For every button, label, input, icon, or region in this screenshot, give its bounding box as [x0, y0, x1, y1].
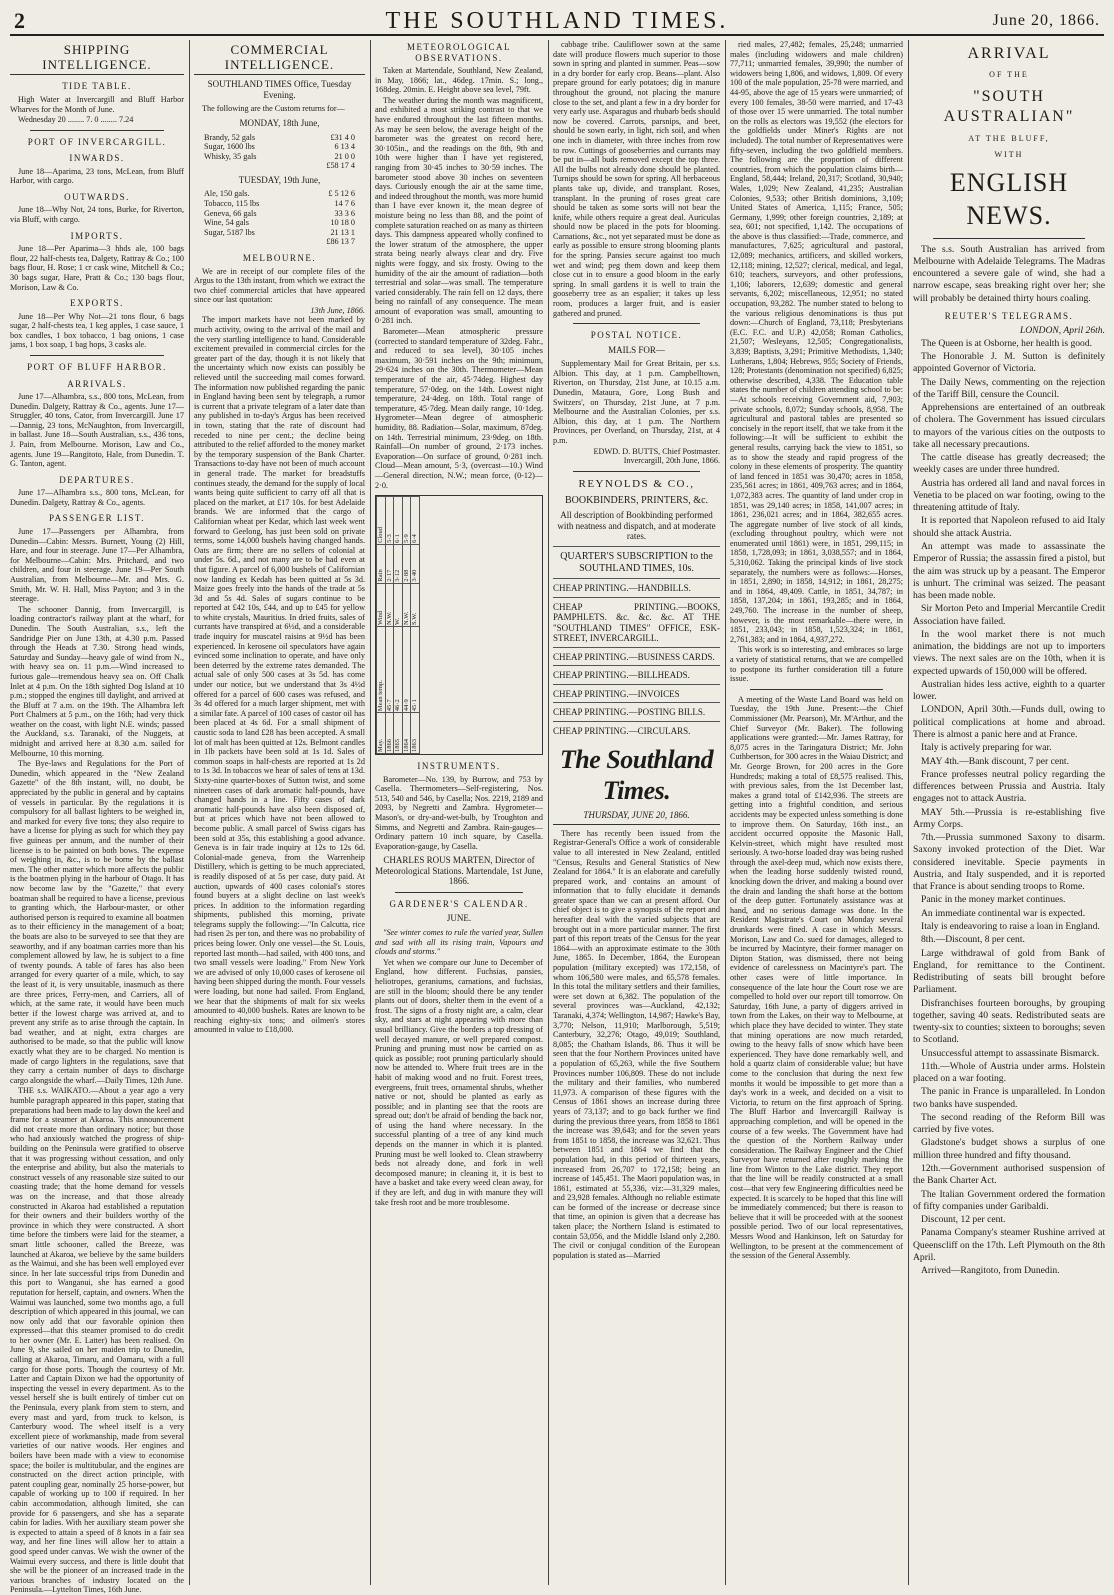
custom-row [204, 199, 355, 209]
custom-row [204, 218, 355, 228]
article-text: cabbage tribe. Cauliflower sown at the same date will produce flowers much superior to those sown in spring and planted in summer. Peas—sow in a dry border for early crop. Beans—plant. Also prepare ground for early potatoes; dig in manure throughout the ground, not placing the manure close to the set, and plant a few in a dry border for very early use. Asparagus and rhubarb beds should now be covered. Carrots, parsnips, and beet, should be sown early, in light, rich soil, and when one inch in diameter, with three inches from row to row. Cuttings of gooseberries and currants may be put in—all buds removed except the top three. All the bulbs not already done should be planted. Turnips should be sown for spring. All herbaceous plants take up, divide, and transplant. Roses, transplant. In the pruning of roses great care should be taken as some sorts will not bear the knife, while others require a great deal. Auriculas should now be placed in the pots for blooming. Carnations, &c., not yet separated must be done as early as possible to ensure strong blooming plants for the spring. Pansies secure against too much wet and wind; peg them down and keep them close cut in to ensure a good bloom in the early spring. In small gardens it is well to train the gooseberry tree as an espalier; it takes up less room, produces a larger fruit, and is easier gathered and pruned. [553, 40, 720, 318]
custom-item: Tobacco, 115 lbs [204, 199, 260, 209]
news-item: Panama Company's steamer Rushine arrived at Queenscliff on the 17th. Left Plymouth on the 8th April. [913, 1227, 1105, 1263]
meteo-signature: CHARLES ROUS MARTEN, Director of Meteorological Stations. Martendale, 1st June, 1866. [375, 855, 543, 887]
divider [573, 471, 700, 472]
london-dateline: LONDON, April 26th. [1019, 325, 1105, 337]
custom-intro: The following are the Custom returns for— [202, 104, 345, 114]
custom-amount: £58 17 4 [326, 161, 355, 171]
article-text: A meeting of the Waste Land Board was held on Tuesday, the 19th June. Present:—the Chief Commissioner (Mr. Pearson), Mr. M'Arthur, and the Chief Surveyor (Mr. Baker). The following applications were granted:—Mr. James Rattray, for 8,075 acres in the Taringatura District; Mr. John Cuthbertson, for 300 acres in the Waiau District; and Mr. George Brown, for 200 acres in the Gore Hundreds; making a total of £8,575 realised. This, with previous sales, from the 1st December last, makes a grand total of £142,936. The streets are getting into a frightful condition, and serious accidents may be expected unless something is done to improve them. On Saturday, 16th inst., an accident occurred opposite the Masonic Hall, Kelvin-street, which might have resulted most seriously. A two-horse loaded dray was being rushed through the axel-deep mud, which now exists there, when the leading horse suddenly twisted round, knocking down the driver, and making a bound over the drain and landing the shaft horse at the bottom of the deep gutter. Fortunately assistance was at hand, and no serious damage was done. In the Resident Magistrate's Court on Monday several drunkards were fined. A case in which Messrs. Morison, Law and Co. sued for damages, alleged to be incurred by Macintyre, their former manager on Dipton Station, was dismissed, there not being evidence of carelessness on Macintyre's part. The other cases were of little importance. In consequence of the late hour the Court rose we are compelled to hold over our report till tomorrow. On Saturday, 16th June, a party of diggers arrived in town from the Lakes, on their way to Melbourne, at which place they have decided to winter. They state that mining operations are now much retarded, owing to the heavy falls of snow which have been experienced. They have done remarkably well, and hold a quartz claim of considerable value; but have come to the conclusion that during the next few months it would be impossible to get more than a day's work in a week, and decided on a visit to Victoria, to return on the first approach of Spring. The Bluff Harbor and Invercargill Railway is approaching completion, and will be opened in the course of a few weeks. The Government have had the question of the Northern Railway under consideration. The Railway Engineer and the Chief Surveyor have returned after roughly marking the line from Winton to the Lake district. They report that the line will be readily constructed at a small cost—that very few Engineering difficulties need be expected. It is scarcely to be hoped that this line will be immediately commenced; but there is reason to believe that it will be proceeded with at the soonest possible period. Two of our local representatives, Messrs Wood and Hankinson, left on Saturday for Wellington, to be present at the commencement of the session of the General Assembly. [730, 694, 903, 1261]
melbourne-date: 13th June, 1866. [310, 305, 365, 315]
custom-amount: £ 5 12 6 [328, 189, 355, 199]
column-shipping [10, 40, 184, 1595]
news-item: The Italian Government ordered the formation of fifty companies under Garibaldi. [913, 1188, 1105, 1212]
imports-text: June 18—Per Aparima—3 hhds ale, 100 bags flour, 22 half-chests tea, Dalgety, Rattray & Co.; 100 bags flour, H. Rose; 1 cr cask wine, Mitchell & Co.; 30 bags sugar, Hare, Pratt & Co.; 130 bags flour, Morison, Law & Co. [10, 244, 184, 292]
news-intro: The s.s. South Australian has arrived from Melbourne with Adelaide Telegrams. The Madras encountered a severe gale of wind, she had a narrow escape, seas breaking right over her; she will probably be detained thirty hours coaling. [913, 243, 1105, 304]
news-item: Austria has ordered all land and naval forces in Venetia to be placed on war footing, owing to the threatening attitude of Italy. [913, 477, 1105, 514]
news-item: Apprehensions are entertained of an outbreak of cholera. The Government has issued circulars to mayors of the various cities on the outposts to take all necessary precautions. [913, 402, 1105, 450]
port-heading: PORT OF BLUFF HARBOR. [27, 362, 167, 372]
news-item: 11th.—Whole of Austria under arms. Holstein placed on a war footing. [913, 1060, 1105, 1085]
news-item: MAY 4th.—Bank discount, 7 per cent. [921, 755, 1069, 767]
section-heading-commercial: COMMERCIAL INTELLIGENCE. [194, 42, 365, 75]
custom-amount: 21 13 1 [330, 227, 355, 237]
custom-item: Ale, 150 gals. [204, 189, 250, 199]
article-text: This work is so interesting, and embraces so large a variety of statistical returns, that we are compelled to postpone its further consideration till a future issue. [730, 645, 903, 684]
masthead [10, 8, 1104, 36]
cheap-printing-list [553, 578, 720, 739]
imports-heading: IMPORTS. [70, 230, 124, 241]
divider [30, 355, 164, 356]
column-meteorological [375, 40, 543, 1588]
news-item: Large withdrawal of gold from Bank of England, for remittance to the Continent. Redistributing of seats bill brought before Parliament. [913, 947, 1105, 996]
custom-table [194, 133, 365, 171]
tide-heading: TIDE TABLE. [62, 81, 132, 92]
news-item: In the wool market there is not much animation, the biddings are not up to importers views. The next sales are on the 10th, when it is expected upwards of 150,000 will be offered. [913, 628, 1105, 677]
custom-row [204, 228, 355, 238]
section-heading-meteorological: METEOROLOGICAL OBSERVATIONS. [407, 42, 511, 63]
column-rule [189, 40, 190, 1585]
instruments-heading: INSTRUMENTS. [417, 761, 501, 772]
column-notices [553, 40, 720, 1588]
port-heading: PORT OF INVERCARGILL. [27, 136, 167, 147]
custom-row [204, 133, 355, 143]
garden-heading: GARDENER'S CALENDAR. [389, 898, 529, 909]
news-item: MAY 5th.—Prussia is re-establishing five Army Corps. [913, 806, 1105, 830]
postal-text: Supplementary Mail for Great Britain, per s.s. Albion. This day, at 1 p.m. Campbelltown, Riverton, on Thursday, 21st June, at 10.15 a.m. Dunedin, Mataura, Gore, Long Bush and Switzers', on Thursday, 21st June, at 7 p.m. Melbourne and the Australian Colonies, per s.s. Albion, this day, at 1 p.m. The Northern Provinces, per Overland, on Thursday, 21st, at 4 p.m. [553, 359, 720, 445]
news-item: The Daily News, commenting on the rejection of the Tariff Bill, censure the Council. [913, 376, 1105, 400]
news-item: Discount, 12 per cent. [921, 1214, 1006, 1226]
cheap-printing-ad: CHEAP PRINTING.—BILLHEADS. [553, 665, 720, 684]
outwards-text: June 18—Why Not, 24 tons, Burke, for Riverton, via Bluff, with cargo. [10, 205, 184, 225]
custom-amount: 21 0 0 [334, 151, 355, 161]
with-line: WITH [994, 149, 1024, 159]
custom-item: Geneva, 66 gals [204, 208, 257, 218]
custom-date: TUESDAY, 19th June, [238, 174, 321, 185]
news-item: 7th.—Prussia summoned Saxony to disarm. Saxony invoked protection of the Diet. War considered inevitable. Specie payments in Austria, and Italy suspended, and it is reported that France is about sending troops to Rome. [913, 832, 1105, 893]
custom-row [204, 152, 355, 162]
postal-heading: POSTAL NOTICE. [590, 330, 683, 341]
news-item: Panic in the money market continues. [921, 894, 1066, 906]
divider [395, 892, 523, 893]
postal-signature: EDWD. D. BUTTS, Chief Postmaster. Invercargill, 20th June, 1866. [593, 446, 720, 466]
inwards-text: June 18—Aparima, 23 tons, McLean, from Bluff Harbor, with cargo. [10, 166, 184, 186]
custom-item: Sugar, 1600 lbs [204, 142, 255, 152]
custom-amount: £86 13 7 [326, 237, 355, 247]
page-number: 2 [14, 8, 25, 33]
news-item: Gladstone's budget shows a surplus of one million three hundred and fifty thousand. [913, 1137, 1105, 1161]
column-english-news [913, 40, 1105, 1588]
paper-title: THE SOUTHLAND TIMES. [385, 8, 729, 34]
divider [933, 238, 1085, 239]
cheap-printing-ad: CHEAP PRINTING.—CIRCULARS. [553, 721, 720, 740]
cheap-printing-ad: CHEAP PRINTING.—BUSINESS CARDS. [553, 647, 720, 666]
reynolds-line: BOOKBINDERS, PRINTERS, &c. [564, 494, 709, 506]
article-text: There has recently been issued from the Registrar-General's Office a work of considerable value to all interested in New Zealand, entitled "Census, Results and General Statistics of New Zealand for 1864." It is an elaborate and carefully prepared work, and contains an amount of information that to fully elucidate it demands greater space than we can at present afford. Our chief object is to give a synopsis of the report and hereafter deal with the varied subjects that are brought out in a more particular manner. The first part of this report treats of the Census for the year 1864—with an approximate estimate to the 30th June, 1865. In December, 1864, the European population (military excepted) was 172,158, of whom 106,580 were males, and 65,578 females. In this total the military settlers and their families, were set down at 6,382. The population of the several provinces was—Auckland, 42,132; Taranaki, 4,374; Wellington, 14,987; Hawke's Bay, 3,770; Nelson, 11,910; Marlborough, 5,519; Canterbury, 32,276; Otago, 49,019; Southland, 8,085; the Chatham Islands, 86. Thus it will be seen that the four Northern Provinces united have a population of 65,263, while the five Southern Provinces number 106,809. These do not include the military and their families, who numbered 11,973. A comparison of these figures with the Census of 1861 shows an increase during three years of 73,137; and to go back further we find during the previous three years, from 1858 to 1861 the increase was 39,643; and for the seven years from 1851 to 1858, the increase was 32,621. Thus between 1851 and 1864 we find that the population had, in this period of thirteen years, increased from 26,707 to 172,158; being an increase of 145,451. The Maori population was, in 1861, estimated at 55,336, viz:—31,329 males, and 23,928 females. Although no reliable estimate can be formed of the increase or decrease since that time, an opinion is given that a decrease has taken place; the Northern Island is estimated to contain 53,056, and the Middle Island only 2,280. The civil or conjugal condition of the European population is stated as—Married [553, 828, 720, 1260]
column-rule [548, 40, 549, 1585]
column-census [730, 40, 903, 1588]
custom-row [204, 189, 355, 199]
subscription-notice: QUARTER'S SUBSCRIPTION to the SOUTHLAND TIMES, 10s. [553, 546, 720, 574]
news-item: Disfranchises fourteen boroughs, by grouping together, saving 40 seats. Redistributed seats are twenty-six to counties; sixteen to boroughs; seven to Scotland. [913, 997, 1105, 1046]
news-item: Sir Morton Peto and Imperial Mercantile Credit Association have failed. [913, 603, 1105, 627]
cheap-printing-ad: CHEAP PRINTING.—POSTING BILLS. [553, 702, 720, 721]
column-rule [725, 40, 726, 1585]
inwards-heading: INWARDS. [69, 153, 125, 164]
article-text: THE s.s. WAIKATO.—About a year ago a very humble paragraph appeared in this paper, stating that preparations had been made to lay down the keel and frame for a steamer at Akaroa. This announcement did not create more than ordinary notice; but those who had anxiously watched the progress of ship-building on the Peninsula were gratified to observe that it was progressing without cessation, and only the enterprise and ability, but also the materials to construct vessels of any reasonable size suited to our coasting trade; that the home demand for vessels was on the increase, and that those already constructed in Akaroa had established a reputation for their owners and their builders worthy of the province in which they were constructed. A short time before the timbers were laid for the steamer, a smart little schooner, called the Breeze, was launched at Akaroa, we believe by the same builders as the Waimui, and she has been well employed ever since. In her late successful trips from Dunedin and this port to Wanganui, she has earned a good reputation for herself, captain, and owners. When the Waimui was launched, some two months ago, a full description of which appeared in this journal, we can now only add that our favorable opinion then expressed—that this steamer promised to do credit to her owner (Mr. E. Latter) has been realised. On June 9, she sailed on her maiden trip to Dunedin, calling at Akaroa, Timaru, and Oamaru, with a full cargo for those ports. Though the courtesy of Mr. Latter and Captain Dixon we had the opportunity of inspecting the vessel in every department. As to the vessel herself she is built entirely of timber cut on the Peninsula, every plank from stem to stern, and every mast and yard, from truck to kelson, is Canterbury wood. The wheel itself is a very excellent piece of workmanship, made from several varieties of our native woods. Her engines and boilers have been made with a view to economise space; the boiler is multitubular, and the engines are constructed on the direct action principle, with patent coupling gear, nominally 25 horse-power, but capable of working up to 100 if required. In her cabin accommodation, although limited, she can provide for 6 passengers, and she has a separate cabin for ladies. With her auxiliary steam power she is expected to attain a speed of 8 knots in a fair sea way, and her fine lines will allow her to attain a good speed under canvas. We wish the owner of the Waimui every success, and there is little doubt that she will be the pioneer of an increased trade in the various branches of industry located on the Peninsula.—Lyttelton Times, 16th June. [10, 1086, 184, 1595]
custom-item: Sugar, 5187 lbs [204, 227, 255, 237]
passenger-heading: PASSENGER LIST. [48, 513, 146, 524]
english-news-heading: ENGLISH NEWS. [949, 168, 1069, 231]
article-text: Yet when we compare our June to December of England, how different. Fuchsias, pansies, heliotropes, geraniums, carnations, and fuchsias, are still in the bloom; should there be any tender plants out of doors, shelter them in the event of a frost. The signs of a frosty night are, a calm, clear sky, and stars at night appearing with more than usual brilliancy. Give the borders a top dressing of well decayed manure, or well prepared compost. Pruning and pruning must now be carried on as quick as possible; root pruning particularly should now be attended to. Where fruit trees are in the habit of making wood and no fruit. Forest trees, evergreens, fruit trees, ornamental shrubs, whether native or not, should be planted as early as possible; and in planting see that the roots are spread out; don't be afraid of bending the back nor, of using the hand where necessary. In the successful planting of a tree of any kind much depends on the manner in which it is planted. Pruning must be well looked to. Clean strawberry beds not already done, and fork in well decomposed manure; in cleaning it, it is best to have a basket and take every weed clean away, for if they are left, and dug in with manure they will take fresh root and be more troublesome. [375, 957, 543, 1207]
article-text: The Bye-laws and Regulations for the Port of Dunedin, which appeared in the "New Zealand Gazette" of the 8th instant, will, no doubt, be appreciated by the public in general and by captains of vessels in particular. By the regulations it is compulsory for all ballast lighters to be weighed in, and marked for every five tons; they also require to have a license for plying as such for which they pay five guineas per annum, and the number of their license is to be painted on both bows. The expense of weighing in, &c., is to be borne by the ballast men. The other matter which more affects the public is the boatmen plying in the harbour of Otago. It has now become law by the "Gazette," that every boatman shall be required to have a license, previous to granting which, the Harbour-master, or other authorised person is required to examine all boatmen as to their efficiency in the management of a boat; the boats are also to be surveyed to see that they are seaworthy, and if any boatman carries more than his complement allowed by law, he is subject to a fine of twenty pounds. A table of fares has also been arranged for every quarter of a mile, which, to say the least of it, is very unsuitable, inasmuch as there are three prices, Ferry-men, and Carriers, all of which, at the same rate, it would have been much better if the lowest charge was arrived at, and to prevent any strife as to arise through the captain. In bad weather, and at night, extra charges are authorised to be made, so that the public will know exactly what they are to be charged. No mention is made of cargo lighters in the regulations, save that they carry a certain number of days to discharge cargo alongside the wharf.—Daily Times, 12th June. [10, 759, 184, 1085]
departures-heading: DEPARTURES. [59, 474, 135, 485]
weather-table: May. Mean temp. Wind Rain Cloud 1866 45·7 N.W. 2·17 5·3 1865 46·2 W. 3·12 6·1 1864 44·9 N.W. 2·88 5·9 1863 45·1 S.W. 3·40 6·4 [375, 495, 543, 755]
departures-text: June 17—Alhambra s.s., 800 tons, McLean, for Dunedin. Dalgety, Rattray & Co., agents. [10, 488, 184, 507]
cheap-printing-ad: CHEAP PRINTING.—HANDBILLS. [553, 578, 720, 597]
arrival-heading: ARRIVAL [967, 45, 1051, 62]
nameplate-date: THURSDAY, JUNE 20, 1866. [553, 810, 720, 825]
news-item: Arrived—Rangitoto, from Dunedin. [921, 1265, 1060, 1277]
news-item: The cattle disease has greatly decreased; the weekly cases are under three hundred. [913, 452, 1105, 476]
custom-item: Brandy, 52 gals [204, 132, 256, 142]
custom-amount: £31 4 0 [330, 132, 355, 142]
of-the-line: OF THE [989, 70, 1029, 80]
section-heading-shipping: SHIPPING INTELLIGENCE. [10, 42, 184, 75]
arrivals-heading: ARRIVALS. [67, 378, 127, 389]
news-item: France professes neutral policy regarding the differences between Prussia and Austria. Italy engages not to attack Austria. [913, 768, 1105, 805]
instruments-text: Barometer—No. 139, by Burrow, and 753 by Casella. Thermometers—Self-registering, Nos. 513, 540 and 546, by Casella; Nos. 2219, 2189 and 2093, by Negretti and Zambra. Hygrometer—Mason's, or dry-and-wet-bulb, by Troughton and Simms, and Negretti and Zambra. Rain-gauges—Ordinary pattern 10 inch square, by Casella. Evaporation-gauge, by Casella. [375, 774, 543, 851]
ship-name: "SOUTH AUSTRALIAN" [943, 87, 1075, 126]
news-item: An immediate continental war is expected. [921, 907, 1086, 919]
at-bluff-line: AT THE BLUFF, [968, 133, 1050, 143]
custom-row [204, 142, 355, 152]
reynolds-desc: All description of Bookbinding performed with neatness and dispatch, and at moderate rates. [557, 510, 716, 542]
arrivals-text: June 17—Alhambra, s.s., 800 tons, McLean, from Dunedin. Dalgety, Rattray & Co., agents. June 17—Struggler, 40 tons, Cator, from Invercargill. June 17—Dannig, 23 tons, McNaughton, from Invercargill, in ballast. June 18—South Australian, s.s., 436 tons, J. Pain, from Melbourne. Morison, Law and Co., agents. June 19—Rangitoto, Hale, from Dunedin. T. G. Tanton, agent. [10, 392, 184, 469]
outwards-heading: OUTWARDS. [64, 191, 130, 202]
custom-row [204, 161, 355, 171]
news-item: Italy is endeavoring to raise a loan in England. [921, 920, 1100, 932]
exports-heading: EXPORTS. [70, 298, 124, 309]
news-item: An attempt was made to assassinate the Emperor of Russia; the assassin fired a pistol, but the aim was struck up by a peasant. The Emperor is unhurt. The criminal was seized. The peasant has been made noble. [913, 541, 1105, 602]
tide-row: Wednesday 20 ........ 7. 0 ........ 7.24 [18, 115, 134, 125]
column-rule [370, 40, 371, 1585]
reynolds-heading: REYNOLDS & CO., [578, 477, 695, 490]
custom-amount: 10 18 0 [330, 218, 355, 228]
custom-amount: 14 7 6 [334, 199, 355, 209]
news-item: Australian hides less active, eighth to a quarter lower. [913, 678, 1105, 703]
custom-item: Whisky, 35 gals [204, 151, 257, 161]
tide-text: High Water at Invercargill and Bluff Harbor Wharves for the Month of June. [10, 94, 184, 114]
custom-row [204, 237, 355, 247]
nameplate: The Southland Times. [559, 745, 714, 805]
custom-row [204, 209, 355, 219]
news-item: The second reading of the Reform Bill was carried by five votes. [913, 1111, 1105, 1136]
cheap-printing-ad: CHEAP PRINTING.—BOOKS, PAMPHLETS. &c. &c. &c. AT THE "SOUTHLAND TIMES" OFFICE, ESK-STREET, INVERCARGILL. [553, 597, 720, 647]
article-text: ried males, 27,482; females, 25,248; unmarried males (including widowers and male children) 77,711; unmarried females, 39,990; the number of widowers being 1,806, and widows, 1,809. Of every 100 of the male population, 25-78 were married, and 44-95, above the age of 15 years were unmarried; of every 100 females, 38-50 were married, and 17-43 of those over 15 were unmarried. The total number on the rolls as electors was 19,552 (the electors for the goldfields under Miner's Rights are not included). The total number of Representatives were fifty-seven, including the two goldfield members. The following are the proportion of different countries, from which the population claims birth—England, 58,444; Ireland, 20,317; Scotland, 30,940; Wales, 1,029; New Zealand, 41,235; Australian Colonies, 9,533; other British dominions, 3,109; United States of America, 1,115; France, 505; Germany, 1,999; other foreign countries, 2,189; at sea, 601; not specified, 1,142. The occupations of the above is thus classified:—Trade, commerce, and manufactures, 7,625; agricultural and pastoral, 12,089; mechanics, artificers, and skilled workers, 12,118; mining, 12,527; clerical, medical, and legal, 610; teachers, surveyors, and other professions, 1,106; laborers, 12,639; domestic and general servants, 6,202; miscellaneous, 12,951; no stated occupation, 93,282. The number stated to belong to the various religious denominations is thus put down:—Church of England, 73,118; Presbyterians (E.C. F.C. and U.P.) 42,058; Roman Catholics, 21,507; Wesleyans, 12,505; Congregationalists, 3,839; Baptists, 3,291; Primitive Methodists, 1,340; Lutherans, 1,804; Hebrews, 955; Society of Friends, 128; Protestants (denomination not specified) 6,825; otherwise described, 4,338. The Education table states the number of children attending school to be:—At schools receiving Government aid, 7,903; private schools, 8,072; Sunday schools, 8,958. The agricultural and pastoral tables are presented so concisely in the report itself, that we take from it the following:—It will be sufficient to exhibit the general results, carrying back the view to 1851, so as to show the steady and rapid progress of the colony in these elements of prosperity. The quantity of land fenced in 1851 was 30,470; acres in 1858, 235,561 acres; in 1861, 409,763 acres; and in 1864, 1,072,383 acres. The quantity of land under crop in 1851, was 29,140 acres; in 1858, 141,007 acres; in 1861, 236,021 acres; and in 1864, 382,655 acres. The aggregate number of live stock of all kinds, (excluding throughout poultry, which were not enumerated until 1861) were, in 1851, 299,115; in 1858, 1,728,093; in 1861, 3,038,557; and in 1864, 5,310,062. Taking the principal kinds of live stock separately, the numbers were as follows:—Horses, in 1851, 2,890; in 1858, 14,912; in 1861, 28,275; and in 1864, 49,409. Cattle, in 1851, 34,787; in 1858, 137,204; in 1861, 193,285; and in 1864, 249,760. The increase in the number of sheep, however, is the most remarkable—there were, in 1851, 233,043; in 1858, 1,523,324; in 1861, 2,761,383; and in 1864, 4,937,272. [730, 40, 903, 644]
divider [750, 689, 883, 690]
custom-amount: 6 13 4 [334, 142, 355, 152]
arrival-banner [913, 44, 1105, 233]
article-text: The weather during the month was magnificent, and exhibited a most striking contrast to that we have endured throughout the last fifteen months. As may be seen below, the average height of the barometer was the greatest on record here, 30·105in., and the readings on the 8th, 9th and 10th were higher than I have yet registered, ranging from 30·45 inches to 30·59 inches. The barometer stood above 30 inches on seventeen days. Curiously enough the air at the same time, and indeed throughout the month, was more humid than I have ever known it, the mean degree of moisture being no less than 88, and the point of complete saturation reached on as many as thirteen days. This dampness appeared wholly confined to the lower stratum of the atmosphere, the upper strata being nearly always clear and dry. Five nights were foggy, and six frosty. Owing to the humidity of the air the amount of radiation—both terrestrial and solar—was small. The temperature varied considerably. The rain fell on 12 days, there being no rainfall of any consequence. The mean amount of evaporation was small, amounting to 0·281 inch. [375, 95, 543, 326]
exports-text: June 18—Per Why Not—21 tons flour, 6 bags sugar, 2 half-chests tea, 1 keg apples, 1 case sauce, 1 box candles, 1 box tobacco, 1 bag onions, 1 case jams, 1 box soap, 1 bag hops, 3 casks ale. [10, 311, 184, 350]
meteo-stats: Barometer—Mean atmospheric pressure (corrected to standard temperature of 32deg. Fahr., and reduced to sea level), 30·105 inches maximum, 30·591 inches on the 9th; minimum, 29·624 inches on the 30th. Thermometer—Mean temperature of the air, 45·74deg. Highest day temperature, 57·0deg. on the 14th. Lowest night temperature, 24·4deg. on 18th. Total range of temperature, 45·7deg. Mean daily range, 10·1deg. Hygrometer—Mean degree of atmospheric humidity, 88. Radiation—Solar, maximum, 87deg. on 14th. Terrestrial minimum, 23·9deg. on 18th. Rainfall—On number of ground, 2·173 inches. Evaporation—On surface of ground, 0·281 inch. Cloud—Mean amount, 5·3, (overcast—10.) Wind—General direction, N.W.; mean force, (0-12)—2·0. [375, 327, 543, 490]
news-item: LONDON, April 30th.—Funds dull, owing to political complications at home and abroad. There is almost a panic here and at France. [913, 704, 1105, 740]
custom-table [194, 189, 365, 247]
article-text: The import markets have not been marked by much activity, owing to the arrival of the mail and the very startling intelligence to hand. Considerable excitement prevailed in commercial circles for the greater part of the day, though it is not likely that the uncertainty which now exists can possibly be relieved until the succeeding mail comes forward. The information now published regarding the panic in England having been sent by telegraph, a rumor is current that a private telegram of a later date than any published in to-day's Argus has been received in town, stating that the rate of discount had receded to nine per cent.; the decline being attributed to the relief afforded to the money market by the temporary suspension of the Bank Charter. Transactions to-day have not been of much account in general trade. The market for breadstuffs continues steady, the demand for the supply of local wants being quite sufficient to carry off all that is placed on the market, at £17 10s. for best Adelaide brands. We are informed that the cargo of Californian wheat per Kedar, which last week went forward to Geelong, has just been sold on private terms, some 14,000 bushels having changed hands. Oats are firm; there are no sellers of colonial at under 5s. 6d., and not many are to be had even at that figure. A parcel of 6,000 bushels of Californian now landing ex Kedah has been quitted at 5s 3d. Maize goes freely into the hands of the trade at 5s 3d and 5s 4d. Sales of sugars continue to be reported at £42 10s, £44, and up to £45 for yellow to white crystals, Mauritius. In dried fruits, sales of currants have transpired at 6½d, and a considerable trade inquiry for muscatel raisins at 9½d has been experienced. In kerosene oil speculators have again evinced some inclination to operate, and have only been deterred by the extreme rates demanded. The actual sale of only 500 cases at 3s 5d. has come under our notice, but we understand that 3s 4½d offered for a parcel of 600 cases was refused, and 3s 4d offered for a much larger shipment, met with a similar fate. A parcel of 100 cases of castor oil has been placed at 4s 6d. For a small shipment of caustic soda to land £28 has been accepted. A small lot of malt has been quitted at 12s. Belmont candles in 1lb packets have been sold at 1s 1d. Sales of common soaps in half-chests are reported at 1s 2d to 1s 3d. In tobaccos we hear of sales of tens at 13d. Sixty-nine quarter-boxes of Sutton twist, and some nineteen cases of dark aromatic half-pounds, have changed hands in a line. Fifty cases of dark aromatic half-pounds have also been disposed of, but at prices which have not been allowed to become public. A small parcel of Swiss cigars has been sold at 35s, this establishing a good advance. Geneva is in fair trade inquiry at 12s to 12s 6d. Colonial-made geneva, from the Warrenheip Distillery, which is getting to be much appreciated, is readily disposed of at 5s per case, duty paid. At auction, upwards of 400 cases colonial's stores found buyers at a slight decline on last week's prices. In addition to the information regarding shipments, published this morning, private telegrams supply the following:—"In Calcutta, rice had risen 2s per ton, and there was no probability of prices being lower. Only one vessel—the St. Louis, reported last month—had sailed, with 400 tons, and two small vessels were loading." From New York we are advised of only 10,000 cases of kerosene oil having been shipped during the month. Four vessels were loading, but none had sailed. From England, we hear that the shipments of malt for six weeks amounted to 40,000 bushels. Rates are known to be reaching eighty-six tons; and oilmen's stores amounted in value to £18,000. [194, 315, 365, 1035]
news-item: The panic in France is unparalleled. In London two banks have suspended. [913, 1086, 1105, 1110]
news-item: 12th.—Government authorised suspension of the Bank Charter Act. [913, 1163, 1105, 1187]
divider [573, 323, 700, 324]
news-item: Italy is actively preparing for war. [921, 742, 1052, 754]
garden-month: JUNE. [446, 913, 472, 924]
passenger-text: June 17—Passengers per Alhambra, from Dunedin—Cabin: Messrs. Burnett, Young (2) Hill, Hare, and four in steerage. June 17—Per Alhambra, for Melbourne—Cabin: Mrs. Pritchard, and two children, and four in steerage. June 19—Per South Australian, from Melbourne—Mr. and Mrs. G. Smith, Mr. W. H. Hall, Miss Payton; and 3 in the steerage. [10, 527, 184, 604]
news-item: 8th.—Discount, 8 per cent. [921, 934, 1025, 946]
column-rule [908, 40, 909, 1585]
news-item: Unsuccessful attempt to assassinate Bismarck. [921, 1047, 1100, 1059]
office-line: SOUTHLAND TIMES Office, Tuesday Evening. [207, 79, 352, 100]
postal-sub: MAILS FOR— [608, 344, 665, 355]
custom-amount: 33 3 6 [334, 208, 355, 218]
melbourne-heading: MELBOURNE. [242, 253, 317, 263]
garden-quote: "See winter comes to rule the varied year, Sullen and sad with all its rising train, Vapours and clouds and storms." [375, 928, 543, 957]
reuters-heading: REUTER'S TELEGRAMS. [944, 310, 1074, 321]
divider [30, 130, 164, 131]
custom-date: MONDAY, 18th June, [239, 118, 320, 129]
news-item: The Queen is at Osborne, her health is good. [921, 337, 1093, 349]
issue-date: June 20, 1866. [992, 12, 1100, 29]
news-item: It is reported that Napoleon refused to aid Italy should she attack Austria. [913, 515, 1105, 539]
cheap-printing-ad: CHEAP PRINTING.—INVOICES [553, 684, 720, 703]
news-item: The Honorable J. M. Sutton is definitely appointed Governor of Victoria. [913, 351, 1105, 375]
news-items [913, 338, 1105, 1278]
meteo-intro: Taken at Martendale, Southland, New Zealand, in May, 1866; lat., 46deg. 17min. S.; long., 168deg. 20min. E. Height above sea level, 79ft. [375, 66, 543, 95]
article-text: The schooner Dannig, from Invercargill, is loading contractor's railway plant at the wharf, for Dunedin. The South Australian, s.s., left the Sandridge Pier on June 13th, at 4.30 p.m. Passed through the Heads at 7.30. Strong head winds, Saturday and Sunday—heavy gale of wind from N., with heavy sea on. 11 p.m.—Wind increased to furious gale—tremendous heavy sea on. Off Chalk Inlet at 4 p.m. On the 18th sighted Dog Island at 10 p.m.; stopped the engines till daylight, and arrived at the Bluff at 7 a.m. on the 19th. The Alhambra left Port Chalmers at 5 p.m., on the 16th; had very thick weather on the coast, with light N.E. winds; passed the Auckland, s.s. Taranaki, of the Nuggets, at midnight and arrived here at 8.30 a.m. sailed for Melbourne, 10 this morning. [10, 604, 184, 758]
column-commercial [194, 40, 365, 1588]
custom-item: Wine, 54 gals [204, 218, 249, 228]
melbourne-intro: We are in receipt of our complete files of the Argus to the 13th instant, from which we extract the two chief commercial articles that have appeared since our last quotation: [194, 266, 365, 305]
